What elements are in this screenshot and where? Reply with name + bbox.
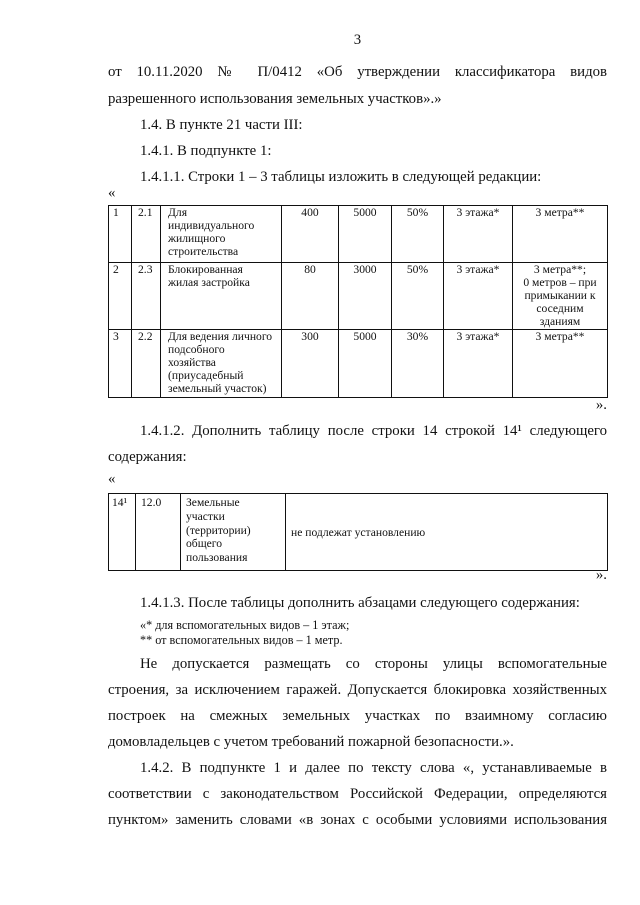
value-cell: 3 метра** [513,330,608,398]
value-cell: 5000 [339,206,392,263]
land-use-parameters-table [108,205,608,398]
item-1-4-heading: 1.4. В пункте 21 части III: [140,117,303,133]
land-use-type-cell: Блокированная жилая застройка [161,263,282,330]
value-cell: 400 [282,206,339,263]
footnote-line: ** от вспомогательных видов – 1 метр. [140,633,343,647]
paragraph-line: строения, за исключением гаражей. Допускается блокировка хозяйственных [108,682,607,698]
closing-quote: ». [595,397,607,413]
public-land-row-table [108,493,608,571]
value-cell: 3 этажа* [444,206,513,263]
closing-quote: ». [595,567,607,583]
item-1-4-1-2-line: содержания: [108,449,187,465]
value-cell: 3000 [339,263,392,330]
row-number-cell: 1 [109,206,132,263]
paragraph-line: построек на смежных земельных участках по взаимному согласию [108,708,607,724]
opening-quote: « [108,471,116,487]
value-cell: 50% [392,206,444,263]
item-1-4-1-heading: 1.4.1. В подпункте 1: [140,143,272,159]
value-cell: 3 метра** [513,206,608,263]
item-1-4-1-2-line: 1.4.1.2. Дополнить таблицу после строки 14 строкой 14¹ следующего [140,423,607,439]
table-row [109,330,608,398]
code-cell: 2.1 [132,206,161,263]
value-cell: 3 этажа* [444,263,513,330]
land-use-type-cell: Для ведения личного подсобного хозяйства (приусадебный земельный участок) [161,330,282,398]
value-cell: 5000 [339,330,392,398]
footnote-line: «* для вспомогательных видов – 1 этаж; [140,618,350,632]
value-cell: 300 [282,330,339,398]
item-1-4-2-line: соответствии с законодательством Российской Федерации, определяются [108,786,607,802]
value-cell: 3 метра**; 0 метров – при примыкании к соседним зданиям [513,263,608,330]
paragraph-line: домовладельцев с учетом требований пожарной безопасности.». [108,734,514,750]
value-cell: 80 [282,263,339,330]
item-1-4-1-3-text: 1.4.1.3. После таблицы дополнить абзацами следующего содержания: [140,595,580,611]
item-1-4-2-line: пунктом» заменить словами «в зонах с особыми условиями использования [108,812,607,828]
value-cell: не подлежат установлению [286,494,608,571]
row-number-cell: 14¹ [109,494,136,571]
intro-line: от 10.11.2020 № П/0412 «Об утверждении классификатора видов [108,64,607,80]
table-row [109,206,608,263]
item-1-4-2-line: 1.4.2. В подпункте 1 и далее по тексту слова «, устанавливаемые в [140,760,607,776]
code-cell: 2.2 [132,330,161,398]
item-1-4-1-1-text: 1.4.1.1. Строки 1 – 3 таблицы изложить в следующей редакции: [140,169,542,185]
paragraph-line: Не допускается размещать со стороны улицы вспомогательные [140,656,607,672]
row-number-cell: 3 [109,330,132,398]
code-cell: 2.3 [132,263,161,330]
intro-line: разрешенного использования земельных участков».» [108,91,442,107]
code-cell: 12.0 [136,494,181,571]
row-number-cell: 2 [109,263,132,330]
land-use-type-cell: Земельные участки (территории) общего пользования [181,494,286,571]
table-row [109,494,608,571]
land-use-type-cell: Для индивидуального жилищного строительства [161,206,282,263]
value-cell: 3 этажа* [444,330,513,398]
table-row [109,263,608,330]
value-cell: 50% [392,263,444,330]
page-number: 3 [353,32,362,48]
opening-quote: « [108,185,116,201]
value-cell: 30% [392,330,444,398]
